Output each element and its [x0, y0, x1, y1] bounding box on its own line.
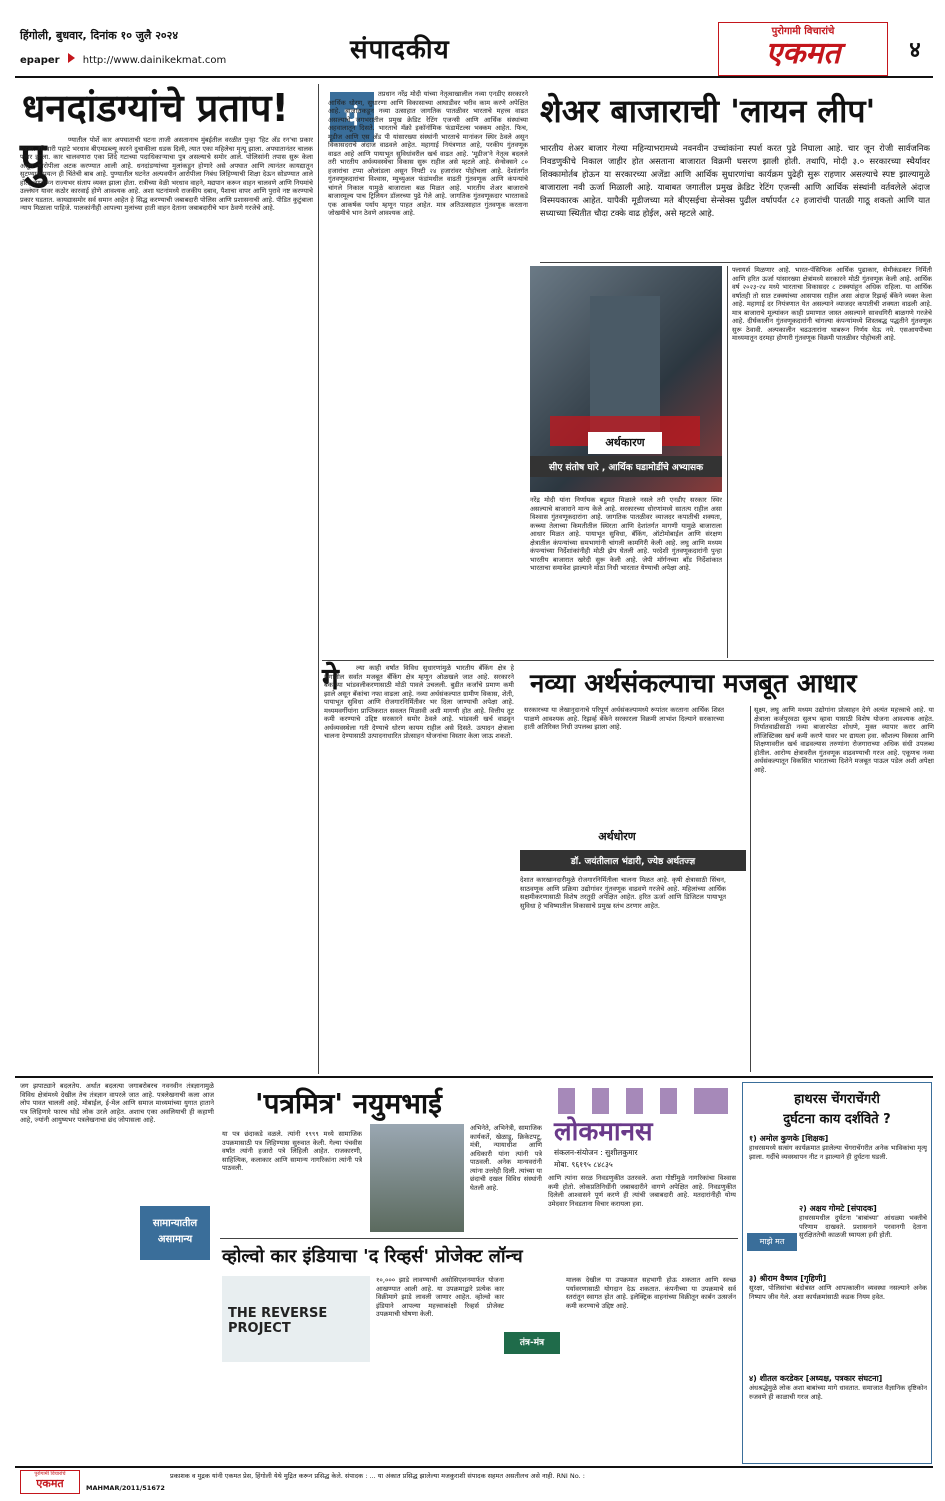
- brand-tagline: पुरोगामी विचारांचे: [771, 26, 835, 37]
- volvo-headline: व्होल्वो कार इंडियाचा 'द रिव्हर्स' प्रोजेक्ट लॉन्च: [222, 1246, 523, 1267]
- badge-line2: असामान्य: [157, 1234, 193, 1245]
- column-dropcap-box: पं: [330, 92, 374, 142]
- budget-body-right: सूक्ष्म, लघु आणि मध्यम उद्योगांना प्रोत्साहन देणे अत्यंत महत्त्वाचे आहे. या क्षेत्राला कर्जपुरवठा सुलभ व्हावा यासाठी विशेष योजना आवश्यक आहेत. निर्यातवाढीसाठी नव्या बाजारपेठा शोधणे, मुक्त व्यापार करार आणि लॉजिस्टिक्स खर्च कमी करणे यावर भर द्यायला हवा. कौशल्य विकास आणि शिक्षणावरील खर्च वाढवल्यास तरुणांना रोजगाराच्या अधिक संधी उपलब्ध होतील. आरोग्य क्षेत्रावरील गुंतवणूक वाढवण्याची गरज आहे. एकूणच नव्या अर्थसंकल्पातून विकसित भारताच्या दिशेने मजबूत पाऊल पडेल अशी अपेक्षा आहे.: [754, 706, 934, 774]
- column-divider: [318, 84, 319, 1074]
- budget-body-left: ल्या काही वर्षांत विविध सुधारणांमुळे भारतीय बँकिंग क्षेत्र हे जगातील सर्वात मजबूत बँकिंग क्षेत्र म्हणून ओळखले जात आहे. सरकारने बँकांच्या भांडवलीकरणासाठी मोठी पावले उचलली. बुडीत कर्जांचे प्रमाण कमी झाले असून बँकांचा नफा वाढला आहे. नव्या अर्थसंकल्पात ग्रामीण विकास, शेती, पायाभूत सुविधा आणि रोजगारनिर्मितीवर भर दिला जाण्याची अपेक्षा आहे. मध्यमवर्गीयांना प्राप्तिकरात सवलत मिळावी अशी मागणी होत आहे. वित्तीय तूट कमी करण्याचे उद्दिष्ट सरकारने समोर ठेवले आहे. भांडवली खर्च वाढवून अर्थव्यवस्थेला गती देण्याचे धोरण कायम राहील असे दिसते. उत्पादन क्षेत्राला चालना देण्यासाठी उत्पादनाधारित प्रोत्साहन योजनांचा विस्तार केला जाऊ शकतो.: [324, 664, 514, 740]
- section-title: संपादकीय: [350, 35, 450, 65]
- editorial-headline: धनदांडग्यांचे प्रताप!: [22, 86, 289, 130]
- lokmanas-title: लोकमानस: [554, 1117, 653, 1147]
- volvo-body-right: मालक देखील या उपक्रमात सहभागी होऊ शकतात आणि स्वच्छ पर्यावरणासाठी योगदान देऊ शकतात. कंपनीच्या या उपक्रमाचे सर्व स्तरांतून स्वागत होत आहे. इलेक्ट्रिक वाहनांच्या विक्रीतून कार्बन उत्सर्जन कमी करण्याचे उद्दिष्ट आहे.: [566, 1276, 736, 1310]
- footer-text: प्रकाशक व मुद्रक यांनी एकमत प्रेस, हिंगोली येथे मुद्रित करून प्रसिद्ध केले. संपादक : ... या अंकात प्रसिद्ध झालेल्या मजकुराशी संपादक सहमत असतीलच असे नाही. RNI No. :: [170, 1472, 585, 1480]
- footer-reg: MAHMAR/2011/51672: [86, 1484, 165, 1492]
- lokmanas-phone: मोबा. ९६१९५ ८४८३५: [554, 1160, 613, 1169]
- page-number: ४: [909, 38, 921, 63]
- lokmanas-body: आणि त्यांना सरळ निवडणुकीत उतरवले. अशा गोष्टींमुळे नागरिकांचा विश्वास कमी होतो. लोकप्रतिनिधींनी जबाबदारीने वागणे अपेक्षित आहे. निवडणुकीत दिलेली आश्वासने पूर्ण करणे ही त्यांची जबाबदारी आहे. मतदारांनीही योग्य उमेदवार निवडताना विचार करायला हवा.: [548, 1174, 736, 1208]
- hathras-headline-line1: हाथरस चेंगराचेंगरी: [794, 1092, 880, 1107]
- tantra-mantra-label: तंत्र-मंत्र: [504, 1332, 560, 1354]
- share-market-intro: भारतीय शेअर बाजार गेल्या महिन्याभरामध्ये नवनवीन उच्चांकांना स्पर्श करत पुढे निघाला आहे. चार जून रोजी सार्वजनिक निवडणुकीचे निकाल जाहीर होत असताना बाजारात विक्रमी घसरण झाली होती. तथापि, मोदी ३.० सरकारच्या स्थैर्यावर शिक्कामोर्तब होऊन या सरकारच्या अजेंडा आणि आर्थिक सुधारणांचा कार्यक्रम पुढेही सुरू राहणार असल्याचे स्पष्ट झाल्यामुळे बाजाराला नवी ऊर्जा मिळाली आहे. याबाबत जगातील प्रमुख क्रेडिट रेटिंग एजन्सी आणि आर्थिक संस्थांनी वर्तवलेले अंदाज विस्मयकारक आहेत. यापैकी मूडीजच्या मते बीएसईचा सेन्सेक्स पुढील वर्षापर्यंत ८२ हजारांची पातळी गाठू शकतो आणि यात सध्याच्या स्थितीत चौदा टक्के वाढ होईल, असे म्हटले आहे.: [540, 143, 930, 218]
- website-link[interactable]: http://www.dainikekmat.com: [82, 55, 227, 66]
- lower-rule: [15, 1076, 933, 1078]
- opinion-4: [749, 1373, 927, 1401]
- asamanya-badge: [140, 1206, 210, 1260]
- opinion-3: [749, 1273, 927, 1301]
- editorial-dropcap: पु: [20, 132, 47, 186]
- date-line: हिंगोली, बुधवार, दिनांक १० जुलै २०२४: [20, 29, 179, 42]
- opinion-3-title: ३) श्रीराम वैष्णव [गृहिणी]: [749, 1274, 827, 1283]
- opinion-2: [749, 1203, 927, 1240]
- opinion-1: [749, 1133, 927, 1161]
- footer-brand: [20, 1470, 80, 1494]
- budget-body-mid: सरकारच्या या लेखानुदानाचे परिपूर्ण अर्थसंकल्पामध्ये रूपांतर करताना आर्थिक शिस्त पाळणे आवश्यक आहे. रिझर्व्ह बँकेने सरकारला विक्रमी लाभांश दिल्याने सरकारच्या हाती अतिरिक्त निधी उपलब्ध झाला आहे.: [524, 706, 724, 731]
- opinion-4-body: अंधश्रद्धेमुळे लोक अशा बाबांच्या मागे धावतात. समाजात वैज्ञानिक दृष्टिकोन रुजवणे ही काळाची गरज आहे.: [749, 1384, 927, 1401]
- opinion-3-body: सुरक्षा, पोलिसांचा बंदोबस्त आणि आपत्कालीन व्यवस्था नसल्याने अनेक निष्पाप जीव गेले. अशा कार्यक्रमांसाठी कडक नियम हवेत.: [749, 1284, 927, 1301]
- volvo-body-left: १०,००० झाडे लावण्याची असोसिएशनमार्फत योजना आखण्यात आली आहे. या उपक्रमाद्वारे प्रत्येक कार विक्रीमागे झाडे लावली जाणार आहेत. व्होल्वो कार इंडियाने आपल्या महत्त्वाकांक्षी रिव्हर्स प्रोजेक्ट उपक्रमाची घोषणा केली.: [376, 1276, 504, 1318]
- opinion-2-body: हाथरसमधील दुर्घटना 'बाबांच्या' आंधळ्या भक्तीचे परिणाम दाखवते. प्रशासनाने परवानगी देताना सुरक्षिततेची काळजी घ्यायला हवी होती.: [799, 1214, 927, 1239]
- nayumbhai-portrait: [370, 1124, 464, 1232]
- arrow-right-icon: [68, 53, 75, 63]
- lokmanas-box: [548, 1082, 736, 1232]
- brand-logo: एकमत: [765, 36, 841, 71]
- epaper-bar: [20, 48, 340, 66]
- hathras-box: [742, 1082, 932, 1464]
- patramitra-body-left: जग झपाट्याने बदलतेय. अर्थात बदलत्या जगाबरोबरच नवनवीन तंत्रज्ञानामुळे विविध क्षेत्रांमध्ये देखील तेच तंत्रज्ञान वापरले जात आहे. पत्रलेखनाची कला आज लोप पावत चालली आहे. मोबाईल, ई-मेल आणि समाज माध्यमांच्या युगात हाताने पत्र लिहिणारे फारच थोडे लोक उरले आहेत. अशाच एका अवलियाची ही कहाणी आहे, ज्यांनी आयुष्यभर पत्रलेखनाचा छंद जोपासला आहे.: [20, 1082, 214, 1124]
- share-col-divider: [727, 266, 728, 658]
- opinion-4-title: ४) शीतल करडेकर [अध्यक्ष, पत्रकार संघटना]: [749, 1374, 883, 1383]
- budget-headline: नव्या अर्थसंकल्पाचा मजबूत आधार: [530, 669, 857, 699]
- badge-line1: सामान्यातील: [152, 1218, 198, 1229]
- footer-rule: [15, 1466, 933, 1468]
- share-market-body-right: फ्लायर्स मिळणार आहे. भारत-पॅसिफिक आर्थिक पुढाकार, सेमीकंडक्टर निर्मिती आणि हरित ऊर्जा यांसारख्या क्षेत्रांमध्ये सरकारने मोठी गुंतवणूक केली आहे. आर्थिक वर्ष २०२३-२४ मध्ये भारताचा विकासदर ८ टक्क्यांहून अधिक राहिला. या आर्थिक वर्षातही तो सात टक्क्यांच्या आसपास राहील असा अंदाज रिझर्व्ह बँकेने व्यक्त केला आहे. महागाई दर नियंत्रणात येत असल्याने व्याजदर कपातीची शक्यता वाढली आहे. मात्र बाजाराचे मूल्यांकन काही प्रमाणात जास्त असल्याने सावधगिरी बाळगणे गरजेचे आहे. दीर्घकालीन गुंतवणूकदारांनी चांगल्या कंपन्यांमध्ये शिस्तबद्ध पद्धतीने गुंतवणूक सुरू ठेवावी. अल्पकालीन चढउतारांना घाबरून निर्णय घेऊ नये. एसआयपीच्या माध्यमातून दरमहा होणारी गुंतवणूक विक्रमी पातळीवर पोहोचली आहे.: [732, 266, 932, 342]
- masthead-rule: [15, 76, 933, 78]
- budget-body-mid2: देशात कारखानदारीमुळे रोजगारनिर्मितीला चालना मिळत आहे. कृषी क्षेत्रासाठी सिंचन, साठवणूक आणि प्रक्रिया उद्योगांवर गुंतवणूक वाढवणे गरजेचे आहे. महिलांच्या आर्थिक सक्षमीकरणासाठी विशेष तरतुदी अपेक्षित आहेत. हरित ऊर्जा आणि डिजिटल पायाभूत सुविधा हे भविष्यातील विकासाचे प्रमुख स्तंभ ठरणार आहेत.: [520, 876, 726, 910]
- footer-brand-logo: एकमत: [36, 1477, 64, 1490]
- brand-box: [718, 22, 888, 76]
- share-market-headline: शेअर बाजाराची 'लायन लीप': [540, 92, 876, 130]
- reverse-project-image: [222, 1276, 370, 1362]
- opinion-badge: माझे मत: [747, 1233, 797, 1251]
- lokmanas-compiler: संकलन-संयोजन : सुशीलकुमार: [554, 1148, 638, 1157]
- patramitra-headline: 'पत्रमित्र' नयुमभाई: [255, 1087, 442, 1120]
- reverse-project-text: THE REVERSE PROJECT: [228, 1306, 328, 1336]
- column-editor-body: तप्रधान नरेंद्र मोदी यांच्या नेतृत्वाखालील नव्या एनडीए सरकारने आर्थिक धोरण, सुधारणा आणि विकासाच्या आघाडीवर भरीव काम करणे अपेक्षित आहे. बाजाराकडून नव्या उत्साहात जागतिक पातळीवर भारताचे महत्त्व वाढत असल्याचे जगभरातील प्रमुख क्रेडिट रेटिंग एजन्सी आणि आर्थिक संस्थांच्या अहवालातून दिसते. भारताचे मॅक्रो इकॉनॉमिक फंडामेंटल्स भक्कम आहेत. फिच, मूडीज आणि एस अँड पी यांसारख्या संस्थांनी भारताचे मानांकन स्थिर ठेवले असून विकासदराचे अंदाज वाढवले आहेत. महागाई नियंत्रणात आहे, परकीय गुंतवणूक वाढत आहे आणि पायाभूत सुविधांवरील खर्च वाढत आहे. 'मूडीज'ने नेतृत्व बदलले तरी भारतीय अर्थव्यवस्थेचा विकास सुरू राहील असे म्हटले आहे. सेन्सेक्सने ८० हजारांचा टप्पा ओलांडला असून निफ्टी २४ हजारांवर पोहोचला आहे. देशांतर्गत गुंतवणूकदारांचा विश्वास, म्युच्युअल फंडांमधील वाढती गुंतवणूक आणि कंपन्यांचे चांगले निकाल यामुळे बाजाराला बळ मिळत आहे. भारतीय शेअर बाजाराचे बाजारमूल्य पाच ट्रिलियन डॉलरच्या पुढे गेले आहे. जागतिक गुंतवणूकदार भारताकडे एक आकर्षक पर्याय म्हणून पाहत आहेत. मात्र अतिउत्साहात गुंतवणूक करताना जोखमीचे भान ठेवणे आवश्यक आहे.: [328, 90, 528, 217]
- arthkaran-byline: सीए संतोष घारे , आर्थिक घडामोडींचे अभ्यासक: [530, 456, 722, 477]
- footer-brand-tag: पुरोगामी विचारांचे: [34, 1471, 66, 1477]
- hathras-headline-line2: दुर्घटना काय दर्शविते ?: [783, 1112, 891, 1127]
- budget-col-divider: [750, 706, 751, 1072]
- opinion-2-title: २) अक्षय गोमटे [संपादक]: [799, 1204, 877, 1213]
- masthead: [0, 0, 945, 78]
- arthdhoran-byline: डॉ. जयंतीलाल भंडारी, ज्येष्ठ अर्थतज्ज्ञ: [520, 850, 746, 871]
- patramitra-body-right: अभिनेते, अभिनेत्री, सामाजिक कार्यकर्ते, खेळाडू, क्रिकेटपटू, मंत्री, न्यायाधीश आणि अधिकारी यांना त्यांनी पत्रे पाठवली. अनेक मान्यवरांनी त्यांना उत्तरेही दिली. त्यांच्या या छंदाची दखल विविध संस्थांनी घेतली आहे.: [470, 1124, 542, 1192]
- budget-dropcap: गे: [322, 662, 339, 697]
- editorial-body: ण्यातील पोर्शे कार अपघाताची घटना ताजी असतानाच मुंबईतील वरळीत पुन्हा 'हिट अँड रन'चा प्रकार घडला. रविवारी पहाटे भरधाव बीएमडब्ल्यू कारने दुचाकीला धडक दिली, त्यात एका महिलेचा मृत्यू झाला. अपघातानंतर चालक फरार झाला. कार चालवणारा एका शिंदे गटाच्या पदाधिकाऱ्याचा पुत्र असल्याचे समोर आले. पोलिसांनी तपास सुरू केला असून आरोपीला अटक करण्यात आली आहे. धनदांडग्यांच्या मुलांकडून होणारे असे अपघात आणि त्यानंतर कायद्यातून सुटण्याचे प्रयत्न ही चिंतेची बाब आहे. पुण्यातील घटनेत अल्पवयीन आरोपीला निबंध लिहिण्याची शिक्षा देऊन सोडण्यात आले होते, त्यावरून राज्यभर संताप व्यक्त झाला होता. रात्रीच्या वेळी भरधाव वाहने, मद्यपान करून वाहन चालवणे आणि नियमांचे उल्लंघन यावर कठोर कारवाई होणे आवश्यक आहे. अशा घटनांमध्ये राजकीय दबाव, पैशाचा वापर आणि पुरावे नष्ट करण्याचे प्रकार घडतात. कायद्यासमोर सर्व समान आहेत हे सिद्ध करण्याची जबाबदारी पोलिस आणि प्रशासनाची आहे. पीडित कुटुंबाला न्याय मिळाला पाहिजे. पालकांनीही आपल्या मुलांच्या हाती वाहन देताना जबाबदारीचे भान ठेवणे गरजेचे आहे.: [20, 136, 313, 212]
- epaper-label: epaper: [20, 55, 60, 66]
- share-intro-rule: [540, 262, 930, 263]
- volvo-top-rule: [220, 1238, 738, 1239]
- opinion-1-title: १) अमोल कुणके [शिक्षक]: [749, 1134, 829, 1143]
- arthkaran-label: अर्थकारण: [588, 432, 662, 454]
- opinion-1-body: हाथरसमध्ये सत्संग कार्यक्रमात झालेल्या चेंगराचेंगरीत अनेक भाविकांचा मृत्यू झाला. गर्दीचे व्यवस्थापन नीट न झाल्याने ही दुर्घटना घडली.: [749, 1144, 927, 1161]
- share-market-body-left: नरेंद्र मोदी यांना निर्णायक बहुमत मिळाले नसले तरी एनडीए सरकार स्थिर असल्याचे बाजाराने मान्य केले आहे. सरकारच्या धोरणांमध्ये सातत्य राहील असा विश्वास गुंतवणूकदारांना आहे. जागतिक पातळीवर व्याजदर कपातीची शक्यता, कच्च्या तेलाच्या किमतीतील स्थिरता आणि देशांतर्गत मागणी यामुळे बाजाराला आधार मिळत आहे. पायाभूत सुविधा, बँकिंग, ऑटोमोबाईल आणि संरक्षण क्षेत्रातील कंपन्यांच्या समभागांनी चांगली कामगिरी केली आहे. लघु आणि मध्यम कंपन्यांच्या निर्देशांकांनीही मोठी झेप घेतली आहे. परदेशी गुंतवणूकदारांनी पुन्हा भारतीय बाजारात खरेदी सुरू केली आहे. जेपी मॉर्गनच्या बाँड निर्देशांकात भारताचा समावेश झाल्याने मोठा निधी भारतात येण्याची अपेक्षा आहे.: [530, 496, 722, 572]
- arthdhoran-label: अर्थधोरण: [580, 826, 654, 848]
- mid-rule: [322, 660, 934, 661]
- patramitra-body-mid: या पत्र छंदाकडे वळले. त्यांनी १९९९ मध्ये सामाजिक उपक्रमासाठी पत्र लिहिण्यास सुरुवात केली. गेल्या पंचवीस वर्षांत त्यांनी हजारो पत्रे लिहिली आहेत. राजकारणी, साहित्यिक, कलाकार आणि सामान्य नागरिकांना त्यांनी पत्रे पाठवली.: [222, 1130, 362, 1172]
- people-silhouette-icon: [558, 1088, 728, 1114]
